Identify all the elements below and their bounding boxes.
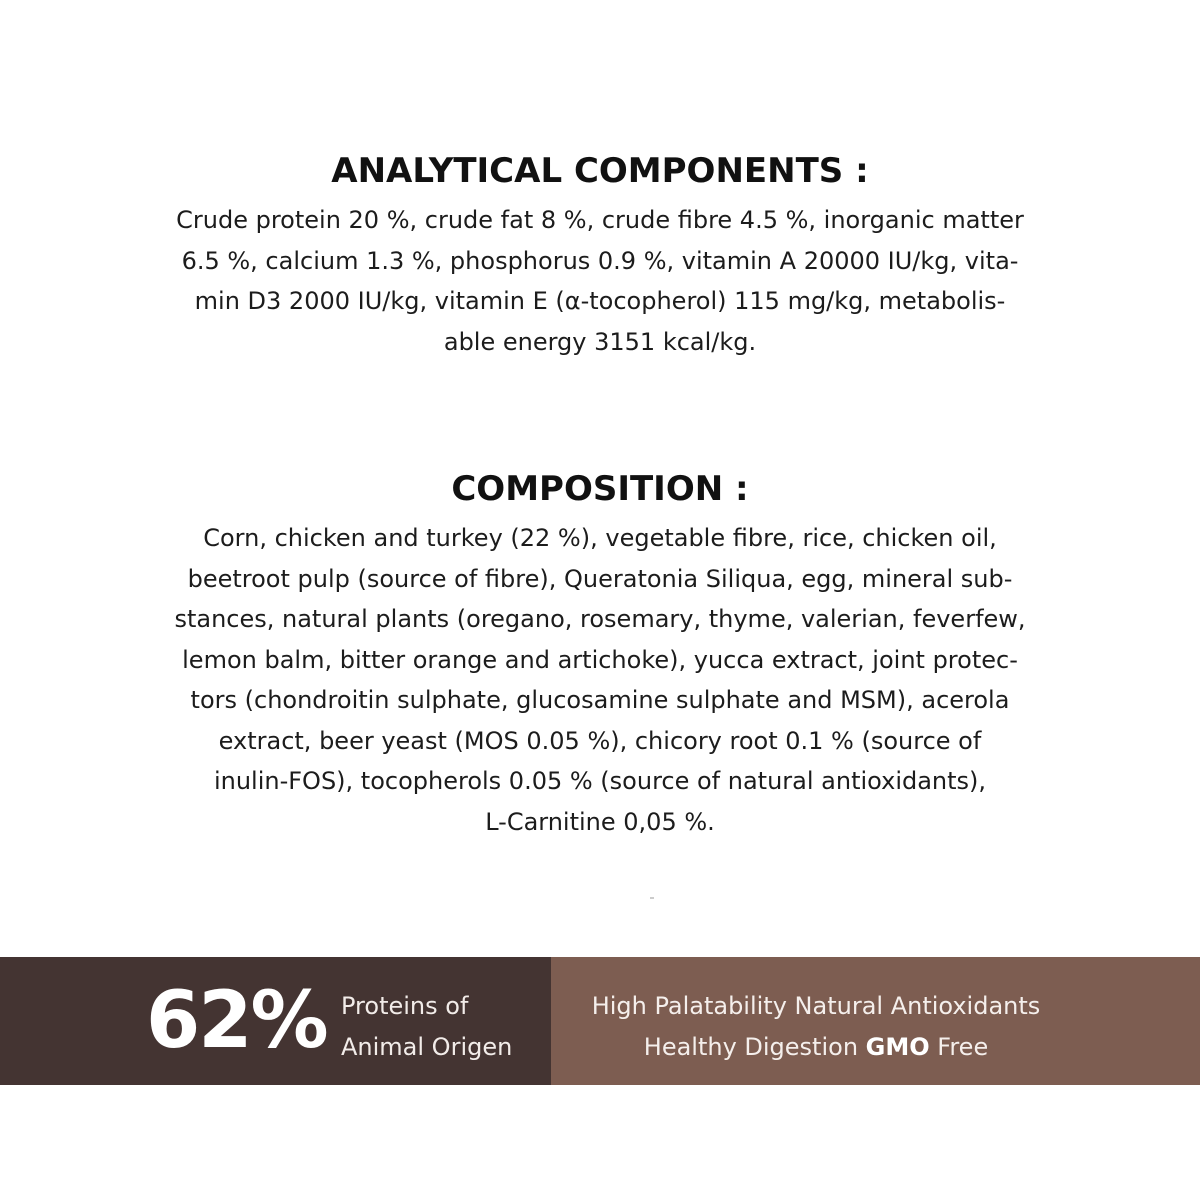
- analytical-components-title: ANALYTICAL COMPONENTS :: [331, 151, 869, 191]
- decorative-dot: [650, 897, 654, 899]
- analytical-components-section: [0, 148, 1200, 362]
- composition-line: inulin-FOS), tocopherols 0.05 % (source of natural antioxidants),: [213, 767, 987, 795]
- protein-caption: [341, 986, 512, 1068]
- composition-line: stances, natural plants (oregano, rosemary, thyme, valerian, feverfew,: [174, 605, 1026, 633]
- features-line2: [551, 1027, 1081, 1068]
- composition-section: [0, 466, 1200, 842]
- analytical-components-text: [0, 200, 1200, 362]
- protein-percentage: 62%: [146, 976, 327, 1066]
- composition-text: [0, 518, 1200, 842]
- protein-stat-panel: [0, 957, 551, 1085]
- protein-caption-line1: Proteins of: [341, 992, 469, 1020]
- analytical-line: able energy 3151 kcal/kg.: [443, 327, 757, 356]
- composition-line: Corn, chicken and turkey (22 %), vegetable fibre, rice, chicken oil,: [203, 524, 997, 552]
- protein-caption-line2: Animal Origen: [341, 1033, 513, 1061]
- analytical-line: 6.5 %, calcium 1.3 %, phosphorus 0.9 %, vitamin A 20000 IU/kg, vita-: [181, 246, 1019, 275]
- composition-line: tors (chondroitin sulphate, glucosamine sulphate and MSM), acerola: [190, 686, 1010, 714]
- analytical-line: Crude protein 20 %, crude fat 8 %, crude fibre 4.5 %, inorganic matter: [176, 206, 1024, 234]
- features-text: [551, 986, 1081, 1068]
- gmo-label: GMO: [865, 1033, 930, 1061]
- features-line1: High Palatability Natural Antioxidants: [591, 992, 1041, 1020]
- features-line2-suffix: Free: [929, 1033, 989, 1061]
- composition-line: L-Carnitine 0,05 %.: [485, 807, 715, 836]
- features-line2-prefix: Healthy Digestion: [643, 1033, 866, 1061]
- analytical-line: min D3 2000 IU/kg, vitamin E (α-tocopherol) 115 mg/kg, metabolis-: [194, 287, 1006, 315]
- composition-line: lemon balm, bitter orange and artichoke), yucca extract, joint protec-: [182, 645, 1018, 674]
- composition-line: beetroot pulp (source of fibre), Queratonia Siliqua, egg, mineral sub-: [187, 564, 1013, 593]
- features-panel: [551, 957, 1200, 1085]
- composition-line: extract, beer yeast (MOS 0.05 %), chicory root 0.1 % (source of: [218, 726, 982, 755]
- composition-title: COMPOSITION :: [451, 469, 749, 509]
